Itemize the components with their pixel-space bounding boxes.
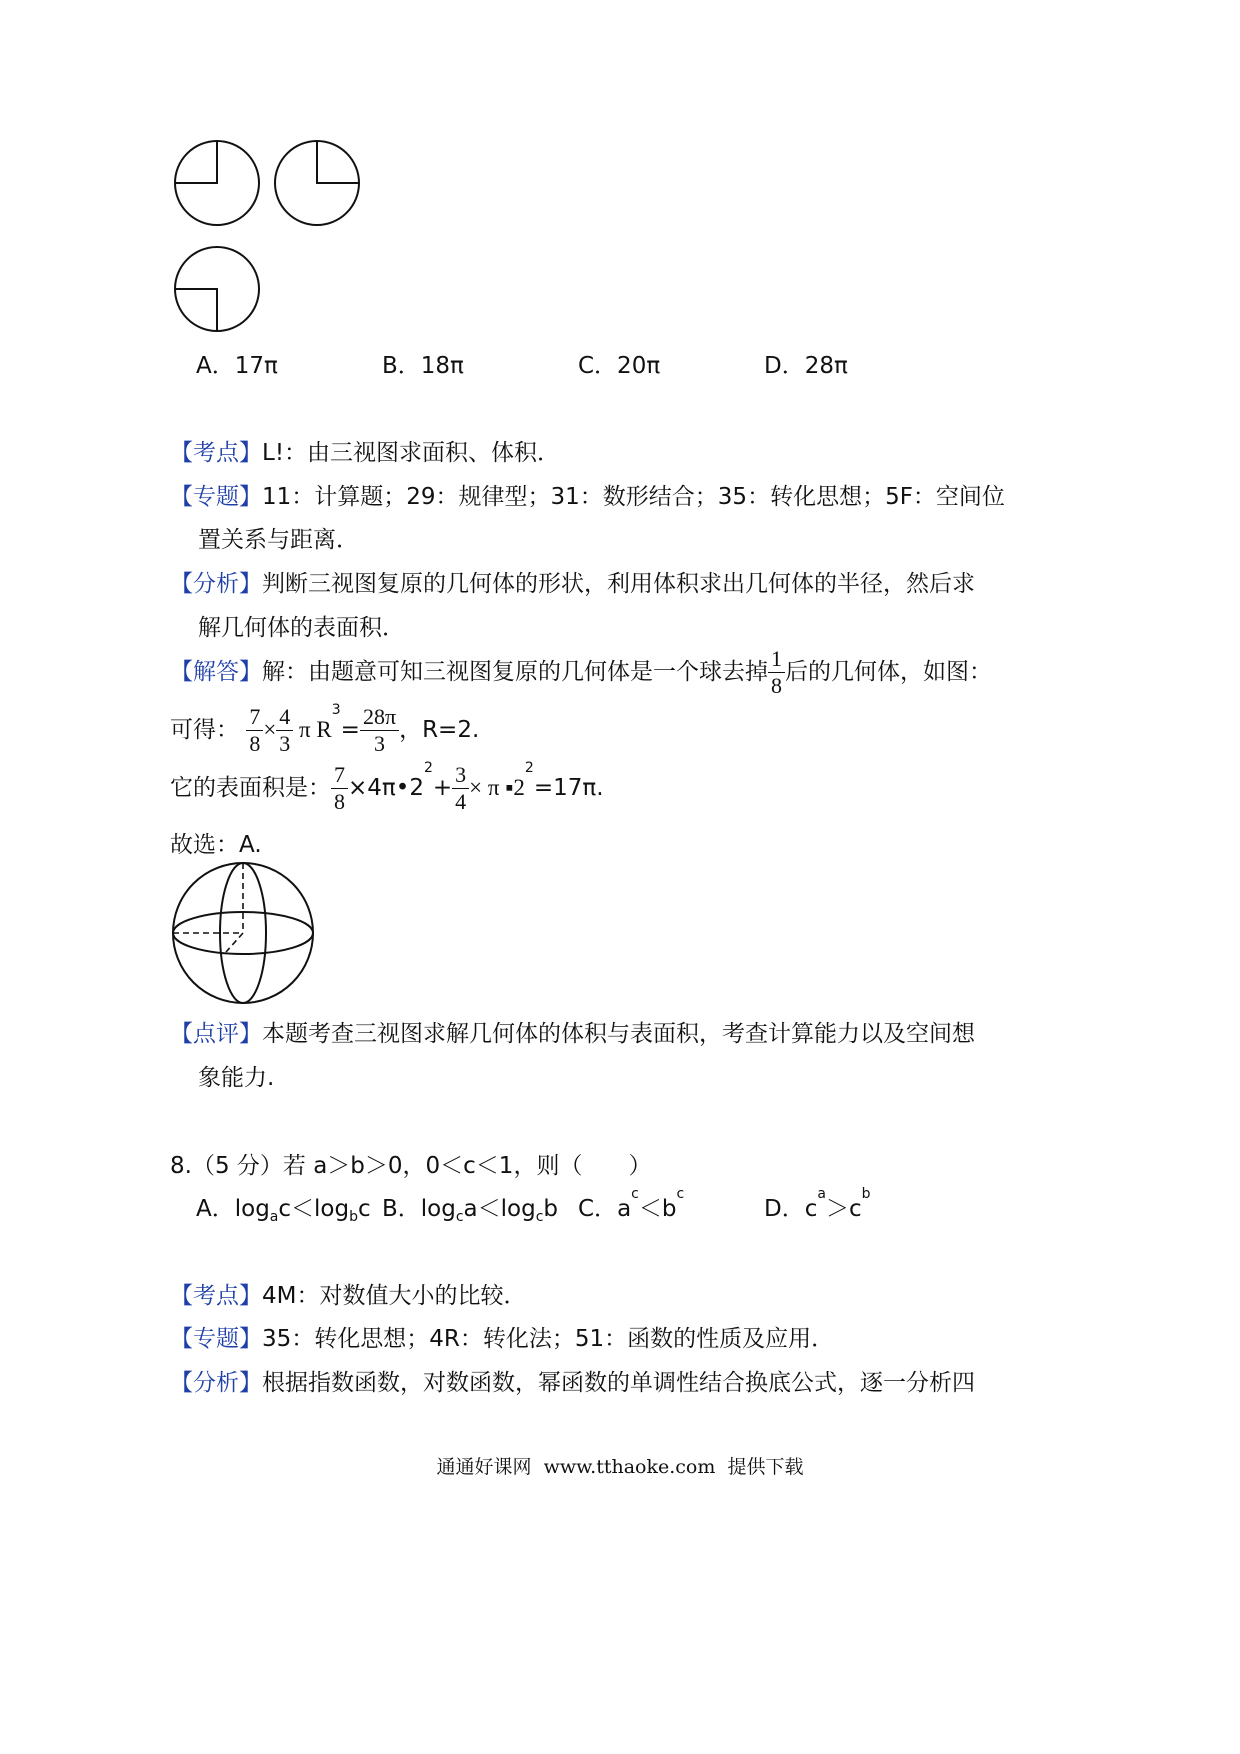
three-view-top-icon <box>172 244 262 334</box>
option-b: B．18π <box>382 353 464 379</box>
jieda-tag: 【解答】 <box>170 659 262 685</box>
plus-sign: + <box>432 775 453 801</box>
q8-option-a: A．$\log_ac<\log_bc$ <box>196 1196 371 1225</box>
jieda-text-a: 解：由题意可知三视图复原的几何体是一个球去掉 <box>262 659 768 685</box>
times-sign: × <box>263 717 277 742</box>
q8-fenxi-tag: 【分析】 <box>170 1370 262 1396</box>
equals-sign: = <box>340 717 360 743</box>
zhuanti-line-2: 置关系与距离． <box>198 527 359 553</box>
fraction-7-8: $\frac{7}{8}$ <box>246 706 263 755</box>
fenxi-line-2: 解几何体的表面积． <box>198 615 405 641</box>
guxuan-line: 故选：A. <box>170 832 262 858</box>
sphere-diagram-icon <box>168 860 318 1010</box>
kaodian-line <box>170 434 560 467</box>
dianping-tag: 【点评】 <box>170 1021 262 1047</box>
q8-fenxi-line <box>170 1364 975 1397</box>
option-a: A．17π <box>196 353 278 379</box>
r-result: ，R=2. <box>399 717 480 743</box>
exponent-3: 3 <box>331 702 341 718</box>
dianping-text-1: 本题考查三视图求解几何体的体积与表面积，考查计算能力以及空间想 <box>262 1021 975 1047</box>
q8-kaodian-tag: 【考点】 <box>170 1283 262 1309</box>
q8-zhuanti-tag: 【专题】 <box>170 1326 262 1352</box>
jieda-line <box>170 648 992 697</box>
q8-fenxi-text: 根据指数函数，对数函数，幂函数的单调性结合换底公式，逐一分析四 <box>262 1370 975 1396</box>
q8-stem: 8.（5 分）若 a＞b＞0，0＜c＜1，则（ ） <box>170 1153 652 1179</box>
zhuanti-line-1 <box>170 478 1005 511</box>
kaodian-tag: 【考点】 <box>170 440 262 466</box>
fraction-1-8: $\frac{1}{8}$ <box>768 648 785 697</box>
jieda-text-b: 后的几何体，如图： <box>785 659 992 685</box>
fraction-3-4: $\frac{3}{4}$ <box>452 764 469 813</box>
three-view-front-icon <box>172 138 262 228</box>
surface-prefix: 它的表面积是： <box>170 775 331 801</box>
volume-equation <box>170 702 480 756</box>
fenxi-text-1: 判断三视图复原的几何体的形状，利用体积求出几何体的半径，然后求 <box>262 571 975 597</box>
three-view-side-icon <box>272 138 362 228</box>
dianping-line-1 <box>170 1015 975 1048</box>
surface-end: =17π. <box>533 775 604 801</box>
q8-kaodian-text: 4M：对数值大小的比较． <box>262 1283 527 1309</box>
exponent-2a: 2 <box>423 760 433 776</box>
q8-option-c: C．$a^c<b^c$ <box>578 1186 685 1222</box>
q8-option-d: D．$c^a>c^b$ <box>764 1186 871 1222</box>
q8-option-b: B．$\log_ca<\log_cb$ <box>382 1196 559 1225</box>
exponent-2b: 2 <box>524 760 534 776</box>
q8-kaodian-line <box>170 1277 526 1310</box>
fraction-28pi-3: $\frac{28\pi}{3}$ <box>360 706 399 755</box>
surface-mid: ×4π•2 <box>348 775 424 801</box>
fraction-4-3: $\frac{4}{3}$ <box>276 706 293 755</box>
zhuanti-tag: 【专题】 <box>170 484 262 510</box>
kede-label: 可得： <box>170 717 239 743</box>
page-footer: 通通好课网 www.tthaoke.com 提供下载 <box>436 1456 804 1478</box>
surface-equation <box>170 760 604 814</box>
zhuanti-text-1: 11：计算题；29：规律型；31：数形结合；35：转化思想；5F：空间位 <box>262 484 1005 510</box>
dianping-line-2: 象能力. <box>198 1065 275 1091</box>
q8-zhuanti-line <box>170 1320 834 1353</box>
pi-dot: × π ▪2 <box>469 775 525 800</box>
pi-r: π R <box>293 717 332 742</box>
fenxi-line-1 <box>170 565 975 598</box>
kaodian-text: L!：由三视图求面积、体积． <box>262 440 561 466</box>
q8-zhuanti-text: 35：转化思想；4R：转化法；51：函数的性质及应用． <box>262 1326 835 1352</box>
option-c: C．20π <box>578 353 661 379</box>
fenxi-tag: 【分析】 <box>170 571 262 597</box>
fraction-7-8-b: $\frac{7}{8}$ <box>331 764 348 813</box>
option-d: D．28π <box>764 353 848 379</box>
